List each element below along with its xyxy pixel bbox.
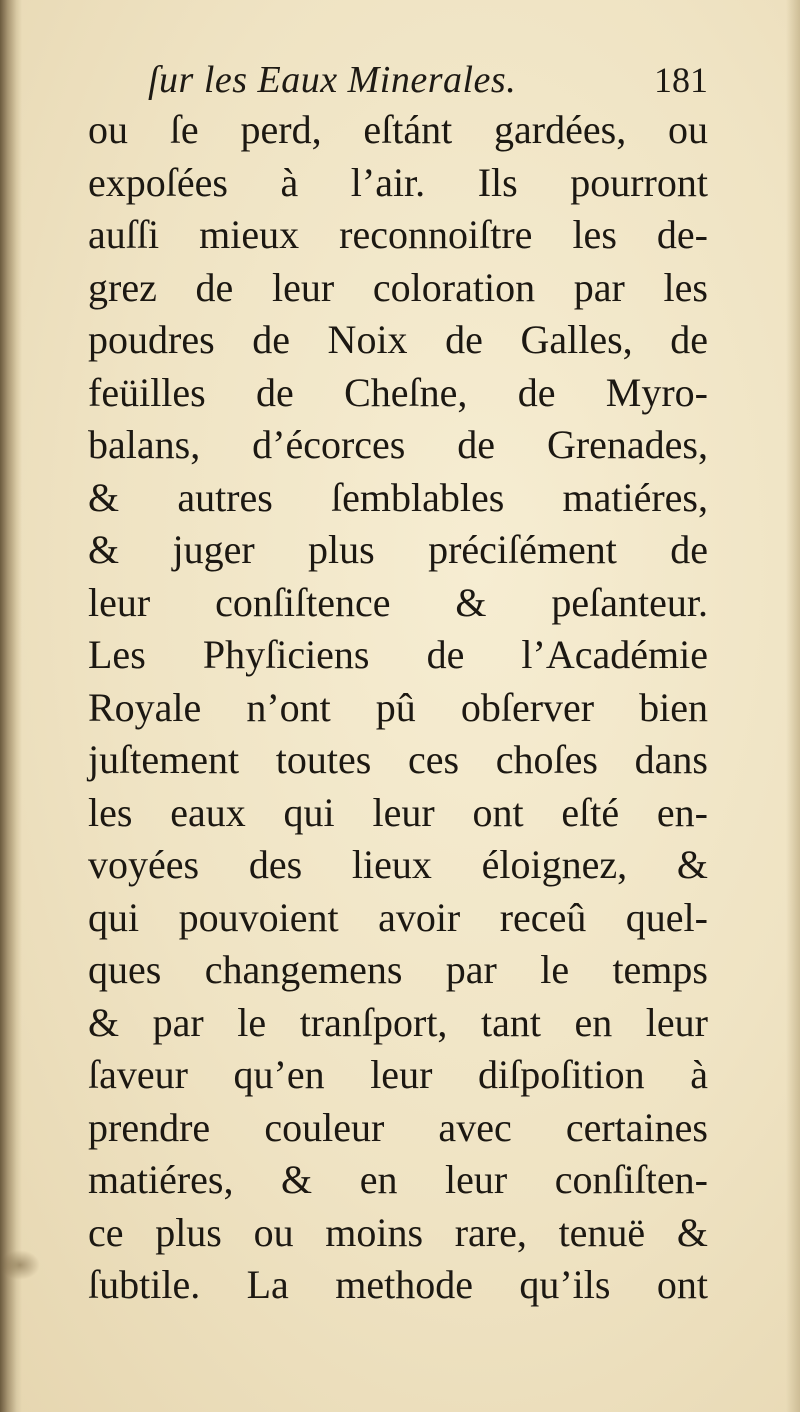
page-number: 181 — [654, 60, 708, 100]
text-line: ce plus ou moins rare, tenuë & — [88, 1209, 708, 1255]
page-edge — [786, 0, 800, 1412]
text-line: ques changemens par le temps — [88, 947, 708, 992]
body-text — [88, 104, 708, 1312]
text-line: qui pouvoient avoir receû quel- — [88, 894, 708, 940]
text-line: balans, d’écorces de Grenades, — [88, 422, 708, 467]
text-line: ſubtile. La methode qu’ils ont — [88, 1262, 708, 1307]
text-line: ou ſe perd, eſtánt gardées, ou — [88, 107, 708, 152]
text-line: & autres ſemblables matiéres, — [88, 474, 708, 520]
text-line: & juger plus préciſément de — [88, 527, 708, 572]
text-line: expoſées à l’air. Ils pourront — [88, 159, 708, 205]
text-line: Royale n’ont pû obſerver bien — [88, 684, 708, 730]
running-title: ſur les Eaux Minerales. — [148, 59, 517, 101]
text-line: juſtement toutes ces choſes dans — [88, 737, 708, 782]
text-line: grez de leur coloration par les — [88, 264, 708, 310]
text-line: & par le tranſport, tant en leur — [88, 999, 708, 1045]
page-header — [148, 50, 708, 110]
text-line: feüilles de Cheſne, de Myro- — [88, 369, 708, 415]
page-gutter-shadow — [0, 0, 22, 1412]
text-line: prendre couleur avec certaines — [88, 1104, 708, 1150]
ink-smudge — [0, 1250, 40, 1280]
text-line: leur conſiſtence & peſanteur. — [88, 579, 708, 625]
text-line: auſſi mieux reconnoiſtre les de- — [88, 212, 708, 257]
text-line: Les Phyſiciens de l’Académie — [88, 632, 708, 677]
text-line: les eaux qui leur ont eſté en- — [88, 789, 708, 835]
text-line: voyées des lieux éloignez, & — [88, 842, 708, 887]
text-line: matiéres, & en leur conſiſten- — [88, 1157, 708, 1202]
text-line: poudres de Noix de Galles, de — [88, 317, 708, 362]
text-line: ſaveur qu’en leur diſpoſition à — [88, 1052, 708, 1097]
